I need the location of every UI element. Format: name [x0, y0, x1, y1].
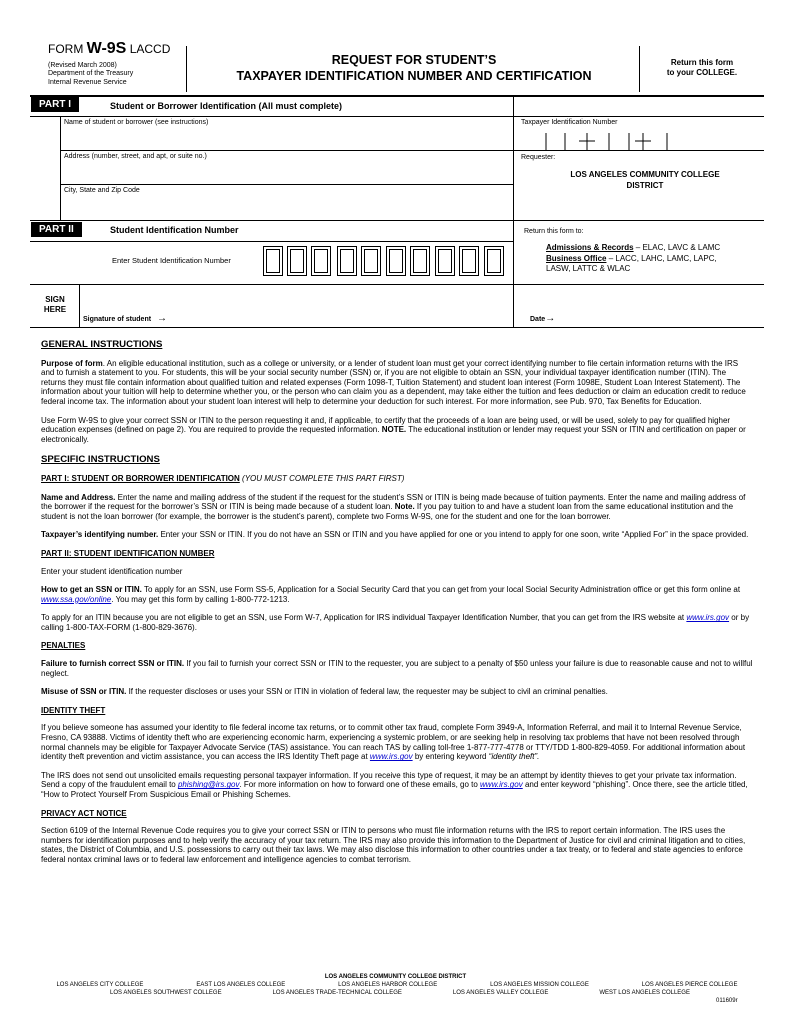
irs-identity-link[interactable]: www.irs.gov	[369, 752, 413, 762]
footer-row-2	[110, 990, 690, 997]
footer-college: LOS ANGELES CITY COLLEGE	[56, 982, 144, 988]
revised-date: (Revised March 2008)	[48, 62, 117, 69]
failure-text: If you fail to furnish your correct SSN or ITIN to the requester, you are subject to a penalty of $50 unless your failure is due to reasonable cause and not to willful neglect.	[41, 659, 753, 678]
form-title	[190, 52, 638, 84]
tin-paragraph	[41, 530, 753, 540]
ssn-label: How to get an SSN or ITIN.	[41, 585, 142, 595]
purpose-label: Purpose of form	[41, 358, 103, 368]
sid-box	[484, 246, 504, 276]
form-revision-block	[48, 62, 133, 87]
name-address-label: Name and Address.	[41, 492, 116, 502]
name-address-paragraph	[41, 493, 753, 522]
footer-college: LOS ANGELES HARBOR COLLEGE	[338, 982, 438, 988]
privacy-paragraph: Section 6109 of the Internal Revenue Code requires you to give your correct SSN or ITIN to persons who must file information returns with the IRS to report certain information. The IRS uses the numbers for identification purposes and to help verify the accuracy of your tax return. The IRS may also provide this information to the Department of Justice for civil and criminal litigation and to cities, states, the District of Columbia, and U.S. possessions to carry out their tax laws. We may also disclose this information to other countries under a tax treaty, or to federal and state agencies to enforce federal nontax criminal laws or to federal law enforcement and intelligence agencies to combat terrorism.	[41, 826, 746, 864]
misuse-paragraph	[41, 687, 753, 697]
part1-heading	[41, 474, 753, 484]
name-address-text-1: Enter the name and mailing address of the student if the request for the student’s SSN or ITIN is being made because of tuition payments. Enter the name and mailing address of the borrower if the request for the borrower’s SSN or ITIN is being made because of a student loan.	[41, 492, 746, 512]
part-2-tag: PART II	[31, 222, 82, 237]
use-paragraph	[41, 416, 753, 445]
return-to-college	[642, 58, 762, 78]
ssn-text-2: . You may get this form by calling 1-800-772-1213.	[111, 594, 290, 604]
return-line-2: to your COLLEGE.	[666, 68, 738, 77]
itin-paragraph	[41, 613, 753, 632]
sid-box	[311, 246, 331, 276]
instructions	[41, 340, 753, 874]
footer-college: LOS ANGELES TRADE-TECHNICAL COLLEGE	[272, 990, 402, 996]
part-1-title: Student or Borrower Identification (All must complete)	[110, 101, 343, 111]
footer-college: EAST LOS ANGELES COLLEGE	[196, 982, 286, 988]
misuse-text: If the requester discloses or uses your SSN or ITIN in violation of federal law, the requester may be subject to civil an criminal penalties.	[126, 687, 608, 697]
sign-line-1: SIGN	[45, 295, 65, 304]
specific-instructions-heading: SPECIFIC INSTRUCTIONS	[41, 454, 160, 466]
sid-box	[287, 246, 307, 276]
ssn-paragraph	[41, 585, 753, 604]
part2-paragraph: Enter your student identification number	[41, 566, 183, 576]
part2-heading: PART II: STUDENT IDENTIFICATION NUMBER	[41, 548, 215, 558]
itin-text-1: To apply for an ITIN because you are not eligible to get an SSN, use Form W-7, Application for IRS individual Taxpayer Identification Number, that you can get from the IRS website at	[41, 613, 687, 623]
department: Department of the Treasury	[48, 70, 134, 78]
phishing-text-3: and enter keyword “phishing”. Once there, see the article titled, “How to Protect Yourself From Suspicious Email or Phishing Schemes.	[41, 780, 748, 799]
part1-heading-text: PART I: STUDENT OR BORROWER IDENTIFICATION	[41, 473, 240, 483]
return-line-1: Return this form	[670, 58, 734, 67]
sid-box	[263, 246, 283, 276]
phishing-paragraph	[41, 771, 753, 800]
city-label: City, State and Zip Code	[64, 187, 140, 194]
use-text: Use Form W-9S to give your correct SSN or ITIN to the person requesting it and, if applicable, to certify that the proceeds of a loan are being used, or will be used, solely to pay for qualified higher education expenses (defined on page 2). You are required to provide the requested information.	[41, 415, 731, 435]
name-field[interactable]	[60, 128, 510, 148]
use-note-text: The educational institution or lender may request your SSN or ITIN and certification on paper or electronically.	[41, 425, 746, 444]
phishing-text-2: . For more information on how to forward one of these emails, go to	[239, 780, 481, 790]
misuse-label: Misuse of SSN or ITIN.	[41, 687, 127, 697]
sid-box	[361, 246, 381, 276]
identity-theft-heading: IDENTITY THEFT	[41, 705, 106, 715]
form-number: W-9S	[86, 40, 127, 57]
tin-instr-text: Enter your SSN or ITIN. If you do not have an SSN or ITIN and you have applied for one or you intend to apply for one soon, write “Applied For” in the space provided.	[158, 530, 749, 540]
phishing-email-link[interactable]: phishing@irs.gov	[177, 780, 240, 790]
failure-paragraph	[41, 659, 753, 678]
ssn-text-1: To apply for an SSN, use Form SS-5, Application for a Social Security Card that you can get from your local Social Security Administration office or get this form online at	[141, 585, 741, 595]
requester-label: Requester:	[521, 154, 556, 161]
business-colleges: – LACC, LAHC, LAMC, LAPC,	[606, 253, 717, 263]
business-colleges-2: LASW, LATTC & WLAC	[546, 264, 631, 273]
irs-phishing-link[interactable]: www.irs.gov	[480, 780, 523, 790]
tin-instr-label: Taxpayer’s identifying number.	[41, 530, 159, 540]
sign-here	[32, 295, 78, 315]
sid-box	[459, 246, 479, 276]
title-line-2: TAXPAYER IDENTIFICATION NUMBER AND CERTIFICATION	[236, 69, 592, 83]
form-code: 011609r	[716, 998, 738, 1004]
date-label	[530, 313, 555, 324]
admissions-label: Admissions & Records	[546, 243, 634, 252]
admissions-colleges: – ELAC, LAVC & LAMC	[633, 243, 721, 252]
footer-college: LOS ANGELES MISSION COLLEGE	[490, 982, 589, 988]
footer-college: LOS ANGELES PIERCE COLLEGE	[641, 982, 738, 988]
footer-college: LOS ANGELES SOUTHWEST COLLEGE	[110, 990, 222, 996]
tin-field[interactable]	[543, 130, 673, 152]
business-label: Business Office	[546, 253, 607, 263]
sid-box	[386, 246, 406, 276]
form-id	[48, 40, 170, 58]
title-line-1: REQUEST FOR STUDENT’S	[331, 53, 497, 67]
identity-keyword: “identity theft”.	[488, 752, 540, 762]
part-2-title: Student Identification Number	[110, 225, 239, 235]
footer-district: LOS ANGELES COMMUNITY COLLEGE DISTRICT	[324, 974, 467, 980]
part-1-tag: PART I	[31, 97, 79, 112]
arrow-right-icon: →	[157, 313, 168, 324]
signature-label	[83, 313, 167, 324]
name-address-text-2: If you pay tuition to and have a student loan from the same educational institution and the student is not the loan borrower (for example, the borrower is the student’s parent), complete two Forms W-9S, one for the student and one for the loan borrower.	[41, 502, 734, 521]
name-label: Name of student or borrower (see instructions)	[64, 119, 209, 126]
failure-label: Failure to furnish correct SSN or ITIN.	[41, 659, 185, 669]
form-prefix: FORM	[48, 42, 84, 56]
date-label-text: Date	[530, 316, 546, 323]
form-suffix: LACCD	[129, 42, 171, 56]
footer-row-1	[30, 982, 764, 989]
part1-heading-note: (YOU MUST COMPLETE THIS PART FIRST)	[239, 473, 405, 483]
phishing-text-1: The IRS does not send out unsolicited emails requesting personal taxpayer information. If you receive this type of request, it may be an attempt by identity thieves to get your private tax information. Send a copy of the fraudulent email to	[41, 770, 737, 790]
itin-text-2: or by calling 1-800-TAX-FORM (1-800-829-3676).	[41, 613, 750, 632]
penalties-heading: PENALTIES	[41, 641, 86, 651]
identity-text-1: If you believe someone has assumed your identity to file federal income tax returns, or to commit other tax fraud, complete Form 3949-A, Information Referral, and mail it to Internal Revenue Service, Fresno, CA 93888. Victims of identity theft who are experiencing economic harm, experiencing a systemic problem, or are seeking help in resolving tax problems that have not been resolved through normal channels may be eligible for Taxpayer Advocate Service (TAS) assistance. You can reach TAS by calling toll-free 1-877-777-4778 or TTY/TDD 1-800-829-4059. For additional information about identity theft prevention and victim assistance, you can access the IRS Identity Theft page at	[41, 723, 746, 762]
agency: Internal Revenue Service	[48, 78, 127, 86]
name-address-note: Note.	[394, 502, 415, 512]
sid-box	[435, 246, 455, 276]
tin-boxes	[543, 130, 673, 152]
sid-box	[410, 246, 430, 276]
ssa-link[interactable]: www.ssa.gov/online	[41, 594, 112, 604]
return-offices	[546, 243, 756, 275]
requester-line-2: DISTRICT	[626, 181, 664, 190]
privacy-heading: PRIVACY ACT NOTICE	[41, 808, 127, 818]
sid-box	[337, 246, 357, 276]
purpose-paragraph	[41, 359, 753, 407]
footer-college: WEST LOS ANGELES COLLEGE	[599, 990, 690, 996]
identity-text-2: by entering keyword	[412, 752, 489, 762]
address-field[interactable]	[60, 162, 510, 182]
footer-college: LOS ANGELES VALLEY COLLEGE	[452, 990, 549, 996]
identity-paragraph	[41, 723, 753, 761]
general-instructions-heading: GENERAL INSTRUCTIONS	[41, 339, 163, 350]
purpose-text: . An eligible educational institution, such as a college or university, or a lender of student loan must get your correct identifying number to file certain information returns with the IRS and to furnish a statement to you. For students, this will be your social security number (SSN) or, if you are not eligible to obtain an SSN, your individual taxpayer identification number (ITIN). The returns they must file contain information about qualified tuition and related expenses (Form 1098-T, Tuition Statement) and student loan interest (Form 1098E, Student Loan Interest Statement). The information about your tuition will help to determine whether you, or the person who can claim you as a dependent, may take either the tuition and fees deduction or claim an education credit to reduce federal income tax. The information about your student loan interest will help to determine your deduction for such interest. For more information, see Pub. 970, Tax Benefits for Education.	[41, 358, 746, 406]
address-label: Address (number, street, and apt, or suite no.)	[64, 153, 207, 160]
enter-sid-label: Enter Student Identification Number	[112, 256, 231, 265]
sign-line-2: HERE	[43, 305, 67, 314]
requester-line-1: LOS ANGELES COMMUNITY COLLEGE	[570, 170, 720, 179]
tin-label: Taxpayer Identification Number	[521, 119, 618, 126]
use-note-label: NOTE.	[381, 425, 407, 435]
return-to-label: Return this form to:	[524, 228, 584, 235]
irs-link[interactable]: www.irs.gov	[686, 613, 730, 623]
signature-label-text: Signature of student	[83, 316, 152, 323]
arrow-right-icon: →	[545, 313, 556, 324]
city-field[interactable]	[60, 196, 510, 216]
requester-name	[530, 169, 760, 191]
